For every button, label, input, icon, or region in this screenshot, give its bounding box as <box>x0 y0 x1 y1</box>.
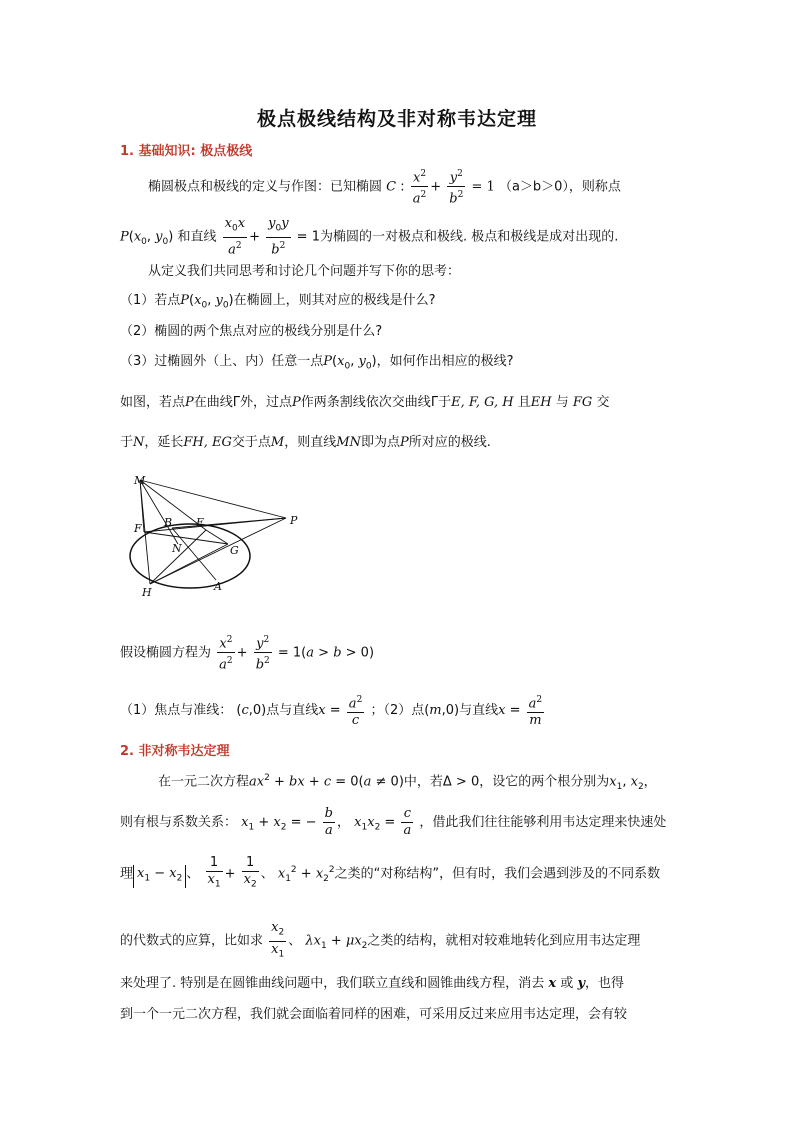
definition-conclusion: 为椭圆的一对极点和极线. 极点和极线是成对出现的. <box>319 229 619 245</box>
label-P: P <box>290 514 298 527</box>
section-heading-1: 1. 基础知识: 极点极线 <box>120 144 253 159</box>
line-E-H <box>150 530 206 584</box>
label-E: E <box>196 516 205 529</box>
label-G: G <box>230 544 239 557</box>
question-2: （2）椭圆的两个焦点对应的极线分别是什么? <box>120 324 383 339</box>
label-B: B <box>164 516 173 529</box>
line-F-G <box>144 532 228 544</box>
question-1: （1）若点$P(x_0$, $y_0$)在椭圆上，则其对应的极线是什么? <box>120 293 436 311</box>
line-M-P <box>140 480 286 518</box>
construction-line-1: 如图，若点P在曲线Γ外，过点P作两条割线依次交曲线Γ于E, F, G, H 且EH 与 FG 交 <box>120 395 610 410</box>
vieta-line-5: 来处理了. 特别是在圆锥曲线问题中，我们联立直线和圆锥曲线方程，消去 x 或 y，也得 <box>120 976 625 991</box>
label-A: A <box>214 580 222 593</box>
label-F: F <box>134 522 142 535</box>
vieta-line-2: 则有根与系数关系： $x_1 + x_2$ = − $\frac{b}{a}$ ， $x_1x_2$ = $\frac{c}{a}$ ，借此我们往往能够利用韦达定理来快速处 <box>120 806 667 838</box>
definition-text: 椭圆极点和极线的定义与作图：已知椭圆 <box>148 179 383 195</box>
discussion-intro: 从定义我们共同思考和讨论几个问题并写下你的思考： <box>148 264 461 279</box>
label-H: H <box>142 586 152 599</box>
focus-directrix-line: （1）焦点与准线： (c,0)点与直线x = $\frac{a^2}{c}$ ；（2）点(m,0)与直线x = $\frac{a^2}{m}$ <box>120 692 546 729</box>
label-M: M <box>134 474 146 487</box>
label-N: N <box>172 542 182 555</box>
polar-construction-figure <box>128 472 308 604</box>
construction-line-2: 于N，延长FH, EG交于点M，则直线MN即为点P所对应的极线. <box>120 435 491 450</box>
page-title: 极点极线结构及非对称韦达定理 <box>256 108 537 130</box>
definition-line-2: $P(x_0$, $y_0$) 和直线 $\frac{x_0x}{a^2}$ + $\frac{y_0y}{b^2}$ = 1为椭圆的一对极点和极线. 极点和极线是成对出现的. <box>120 216 619 257</box>
question-3: （3）过椭圆外（上、内）任意一点$P(x_0$, $y_0$)，如何作出相应的极线? <box>120 354 514 372</box>
definition-condition: （a＞b＞0），则称点 <box>498 179 621 195</box>
vieta-line-4: 的代数式的应算，比如求 $\frac{x_2}{x_1}$ 、 $\lambda x_1 + \mu x_2$之类的结构，就相对较难地转化到应用韦达定理 <box>120 920 641 960</box>
line-H-G <box>150 544 228 584</box>
vieta-line-1: 在一元二次方程$ax^2$ + bx + c = 0(a ≠ 0)中，若Δ > 0，设它的两个根分别为$x_1$, $x_2$， <box>158 773 657 792</box>
definition-and-line: 和直线 <box>177 229 217 245</box>
definition-line-1: 椭圆极点和极线的定义与作图：已知椭圆 C : $\frac{x^2}{a^2}$ + $\frac{y^2}{b^2}$ = 1 （a＞b＞0），则称点 <box>148 166 621 208</box>
section-heading-2: 2. 非对称韦达定理 <box>120 744 230 759</box>
assumption-line: 假设椭圆方程为 $\frac{x^2}{a^2}$ + $\frac{y^2}{b^2}$ = 1(a > b > 0) <box>120 632 374 674</box>
vieta-line-6: 到一个一元二次方程，我们就会面临着同样的困难，可采用反过来应用韦达定理，会有较 <box>120 1007 628 1022</box>
ellipse-diagram <box>128 472 308 604</box>
line-E-G <box>206 530 228 544</box>
vieta-line-3: 理 $x_1 - x_2$ 、 $\frac{1}{x_1}$ + $\frac{1}{x_2}$ 、 $x_1^2 + x_2^2$之类的“对称结构”，但有时，我们会遇到涉及的不同系数 <box>120 855 661 890</box>
